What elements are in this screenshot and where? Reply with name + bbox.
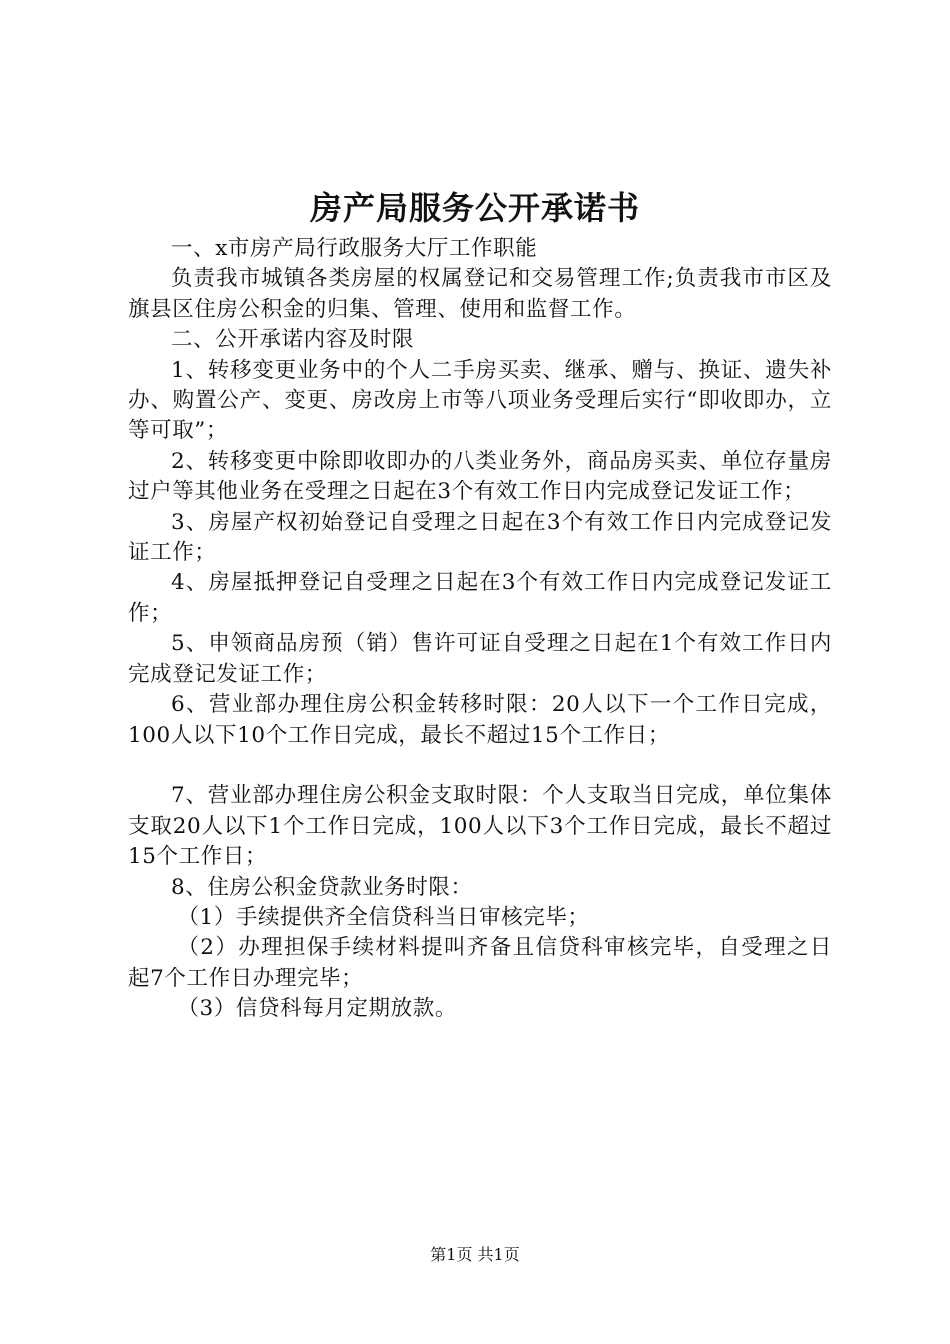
paragraph-duties: 负责我市城镇各类房屋的权属登记和交易管理工作;负责我市市区及旗县区住房公积金的归集、管理、使用和监督工作。 (128, 266, 832, 322)
commitment-item-6: 6、营业部办理住房公积金转移时限：20人以下一个工作日完成，100人以下10个工作日完成，最长不超过15个工作日； (128, 692, 832, 748)
commitment-item-3: 3、房屋产权初始登记自受理之日起在3个有效工作日内完成登记发证工作； (128, 509, 832, 566)
blank-line (128, 751, 832, 781)
section-heading-2: 二、公开承诺内容及时限 (171, 327, 415, 353)
sub-item-3: （3）信贷科每月定期放款。 (177, 996, 457, 1022)
commitment-item-4: 4、房屋抵押登记自受理之日起在3个有效工作日内完成登记发证工作； (128, 570, 832, 626)
document-body (128, 234, 832, 1025)
commitment-item-5: 5、申领商品房预（销）售许可证自受理之日起在1个有效工作日内完成登记发证工作； (128, 631, 832, 687)
page-footer: 第1页 共1页 (430, 1245, 520, 1264)
commitment-item-8: 8、住房公积金贷款业务时限： (171, 874, 473, 900)
commitment-item-2: 2、转移变更中除即收即办的八类业务外，商品房买卖、单位存量房过户等其他业务在受理之日起在3个有效工作日内完成登记发证工作； (128, 448, 832, 505)
document-title: 房产局服务公开承诺书 (309, 189, 640, 227)
section-heading-1: 一、x市房产局行政服务大厅工作职能 (171, 236, 538, 261)
sub-item-1: （1）手续提供齐全信贷科当日审核完毕； (177, 904, 590, 930)
commitment-item-7: 7、营业部办理住房公积金支取时限：个人支取当日完成，单位集体支取20人以下1个工作日完成，100人以下3个工作日完成，最长不超过15个工作日； (128, 783, 832, 870)
sub-item-2: （2）办理担保手续材料提叫齐备且信贷科审核完毕，自受理之日起7个工作日办理完毕； (128, 935, 832, 991)
commitment-item-1: 1、转移变更业务中的个人二手房买卖、继承、赠与、换证、遗失补办、购置公产、变更、房改房上市等八项业务受理后实行“即收即办，立等可取”； (128, 357, 832, 444)
